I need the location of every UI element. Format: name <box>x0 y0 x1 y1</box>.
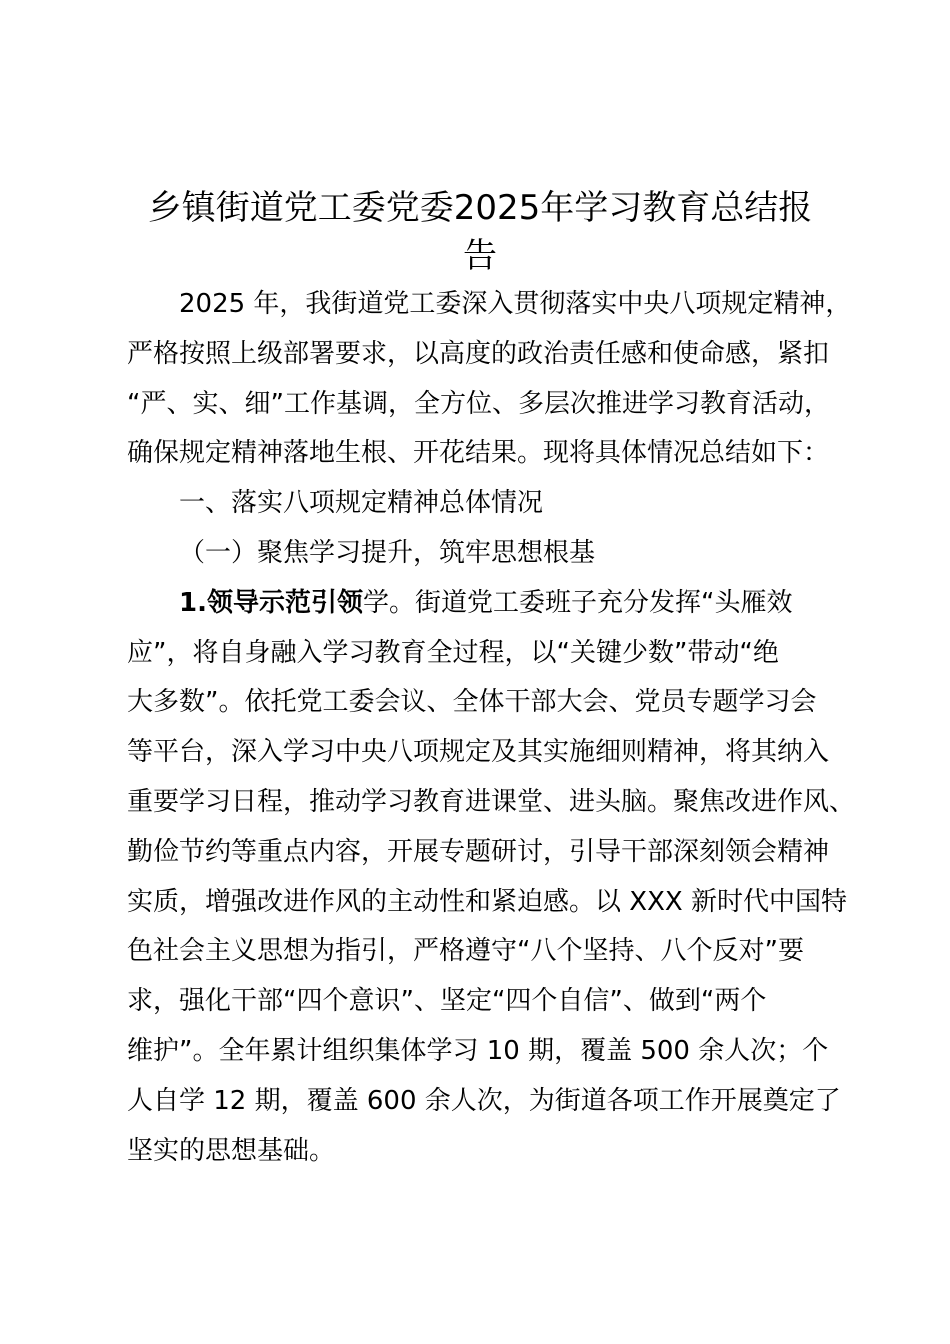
paragraph-line: 色社会主义思想为指引，严格遵守“八个坚持、八个反对”要 <box>127 936 804 967</box>
document-title-line-1: 乡镇街道党工委党委2025年学习教育总结报 <box>147 188 813 228</box>
paragraph-line: 求，强化干部“四个意识”、坚定“四个自信”、做到“两个 <box>127 986 767 1017</box>
section-heading: 一、落实八项规定精神总体情况 <box>179 488 544 519</box>
intro-line: 严格按照上级部署要求，以高度的政治责任感和使命感，紧扣 <box>127 338 830 369</box>
bold-lead: 1.领导示范引领 <box>179 587 363 618</box>
paragraph-line: 坚实的思想基础。 <box>127 1135 336 1166</box>
intro-line: 确保规定精神落地生根、开花结果。现将具体情况总结如下： <box>127 438 830 469</box>
paragraph-line: 维护”。全年累计组织集体学习 10 期，覆盖 500 余人次；个 <box>127 1035 829 1066</box>
subsection-heading: （一）聚焦学习提升，筑牢思想根基 <box>179 537 596 568</box>
paragraph-line: 实质，增强改进作风的主动性和紧迫感。以 XXX 新时代中国特 <box>127 886 847 917</box>
intro-line: 2025 年，我街道党工委深入贯彻落实中央八项规定精神， <box>179 289 852 319</box>
paragraph-line: 人自学 12 期，覆盖 600 余人次，为街道各项工作开展奠定了 <box>127 1085 841 1116</box>
paragraph-line: 应”，将自身融入学习教育全过程，以“关键少数”带动“绝 <box>127 637 779 668</box>
paragraph-line: 大多数”。依托党工委会议、全体干部大会、党员专题学习会 <box>127 687 817 718</box>
document-body <box>127 280 857 1176</box>
intro-line: “严、实、细”工作基调，全方位、多层次推进学习教育活动， <box>127 388 830 419</box>
paragraph-text: 学。街道党工委班子充分发挥“头雁效 <box>362 587 793 618</box>
paragraph-line: 勤俭节约等重点内容，开展专题研讨，引导干部深刻领会精神 <box>127 836 830 867</box>
paragraph-line: 等平台，深入学习中央八项规定及其实施细则精神，将其纳入 <box>127 737 830 768</box>
paragraph-line <box>127 579 857 629</box>
document-title-line-2: 告 <box>463 236 497 276</box>
paragraph-line: 重要学习日程，推动学习教育进课堂、进头脑。聚焦改进作风、 <box>127 786 856 817</box>
